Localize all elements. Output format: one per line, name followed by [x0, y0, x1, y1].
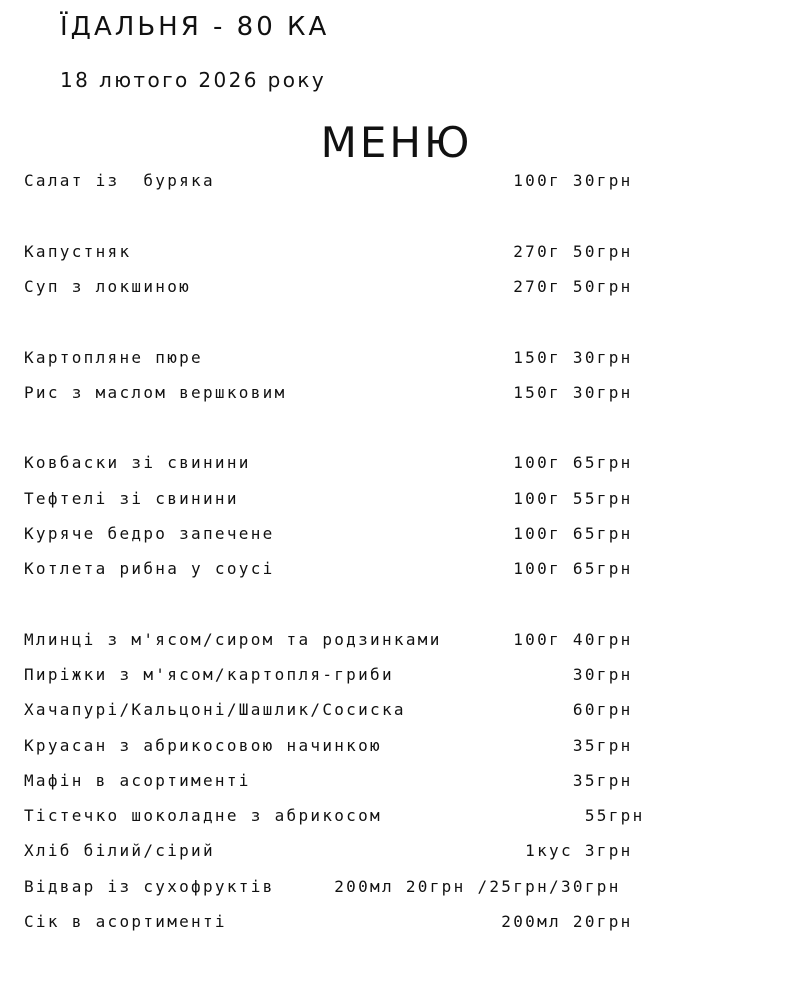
menu-item-croissant: Круасан з абрикосовою начинкою 35грн — [24, 736, 633, 755]
menu-heading: МЕНЮ — [320, 118, 473, 167]
menu-item-baked-chicken-thigh: Куряче бедро запечене 100г 65грн — [24, 524, 633, 543]
menu-item-noodle-soup: Суп з локшиною 270г 50грн — [24, 277, 633, 296]
menu-item-pies: Пиріжки з м'ясом/картопля-гриби 30грн — [24, 665, 633, 684]
canteen-title: ЇДАЛЬНЯ - 80 КА — [60, 12, 330, 42]
menu-item-khachapuri-calzone: Хачапурі/Кальцоні/Шашлик/Сосиска 60грн — [24, 700, 633, 719]
menu-item-buttered-rice: Рис з маслом вершковим 150г 30грн — [24, 383, 633, 402]
menu-item-beet-salad: Салат із буряка 100г 30грн — [24, 171, 633, 190]
menu-item-dried-fruit-compote: Відвар із сухофруктів 200мл 20грн /25грн/30грн — [24, 877, 621, 896]
menu-item-pork-sausages: Ковбаски зі свинини 100г 65грн — [24, 453, 633, 472]
menu-item-muffin: Мафін в асортименті 35грн — [24, 771, 633, 790]
menu-item-fish-cutlet: Котлета рибна у соусі 100г 65грн — [24, 559, 633, 578]
menu-item-mashed-potatoes: Картопляне пюре 150г 30грн — [24, 348, 633, 367]
menu-item-pancakes: Млинці з м'ясом/сиром та родзинками 100г 40грн — [24, 630, 633, 649]
menu-item-pork-meatballs: Тефтелі зі свинини 100г 55грн — [24, 489, 633, 508]
menu-date: 18 лютого 2026 року — [60, 68, 327, 92]
menu-item-kapustnyak: Капустняк 270г 50грн — [24, 242, 633, 261]
menu-item-bread: Хліб білий/сірий 1кус 3грн — [24, 841, 633, 860]
menu-item-juice: Сік в асортименті 200мл 20грн — [24, 912, 633, 931]
menu-item-chocolate-cake: Тістечко шоколадне з абрикосом 55грн — [24, 806, 645, 825]
